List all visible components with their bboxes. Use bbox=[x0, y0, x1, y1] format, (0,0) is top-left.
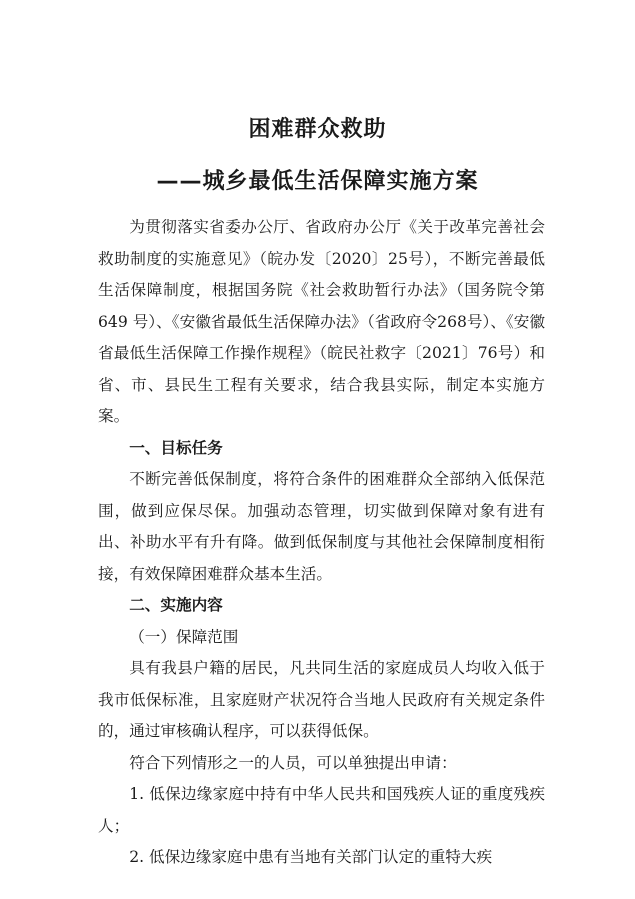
document-subtitle: ——城乡最低生活保障实施方案 bbox=[156, 169, 479, 194]
scope-paragraph: 具有我县户籍的居民，凡共同生活的家庭成员人均收入低于我市低保标准，且家庭财产状况符合当地人民政府有关规定条件的，通过审核确认程序，可以获得低保。 bbox=[98, 659, 545, 740]
document-title: 困难群众救助 bbox=[248, 117, 387, 142]
list-item: 1. 低保边缘家庭中持有中华人民共和国残疾人证的重度残疾人； bbox=[98, 785, 545, 835]
section-heading-goals: 一、目标任务 bbox=[129, 438, 223, 457]
goals-paragraph: 不断完善低保制度，将符合条件的困难群众全部纳入低保范围，做到应保尽保。加强动态管理，切实做到保障对象有进有出、补助水平有升有降。做到低保制度与其他社会保障制度相衔接，有效保障困难群众基本生活。 bbox=[98, 470, 545, 583]
scope-paragraph-2: 符合下列情形之一的人员，可以单独提出申请： bbox=[129, 753, 457, 772]
intro-paragraph: 为贯彻落实省委办公厅、省政府办公厅《关于改革完善社会救助制度的实施意见》（皖办发〔2020〕25号），不断完善最低生活保障制度，根据国务院《社会救助暂行办法》（国务院令第 649 号）、《安徽省最低生活保障办法》（省政府令268号）、《安徽省最低生活保障工作操作规程》（皖民社救字〔2021〕76号）和省、市、县民生工程有关要求，结合我县实际，制定本实施方案。 bbox=[98, 218, 545, 425]
section-heading-content: 二、实施内容 bbox=[129, 596, 223, 614]
document-body bbox=[98, 212, 545, 874]
subsection-heading-scope: （一）保障范围 bbox=[129, 627, 239, 646]
list-item: 2. 低保边缘家庭中患有当地有关部门认定的重特大疾 bbox=[129, 848, 493, 866]
